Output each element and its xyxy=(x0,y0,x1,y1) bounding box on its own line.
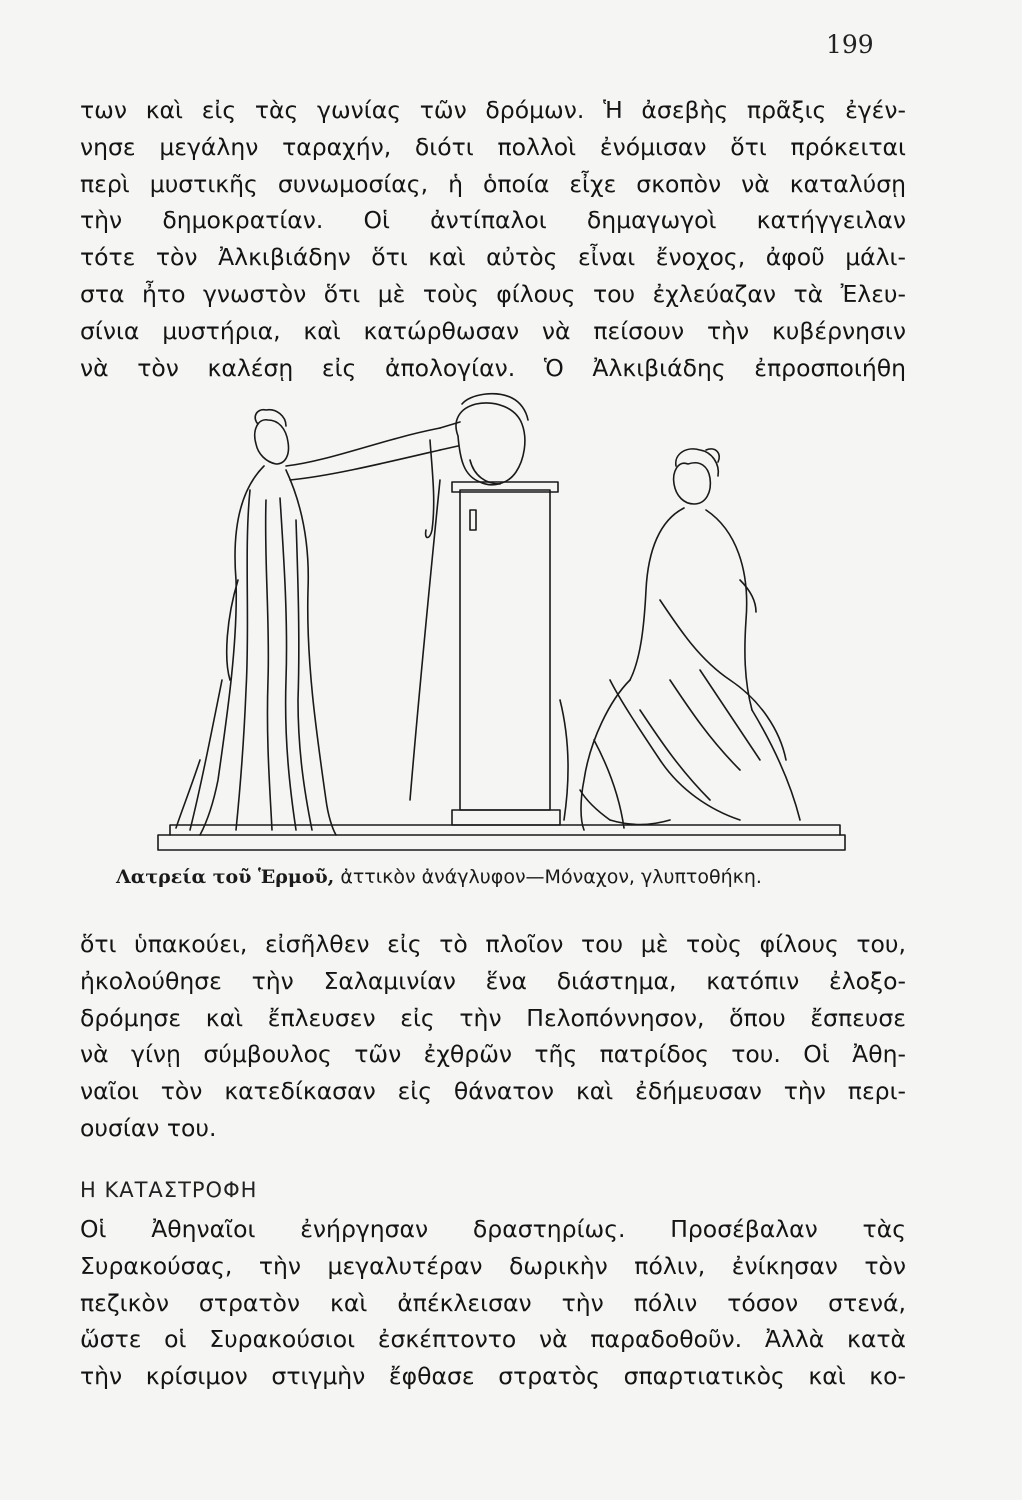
herm-pillar xyxy=(410,394,560,825)
text-line: ουσίαν του. xyxy=(80,1113,217,1142)
text-line: των καὶ εἰς τὰς γωνίας τῶν δρόμων. Ἡ ἀσεβὴς πρᾶξις ἐγέν- xyxy=(80,96,906,124)
text-line: δρόμησε καὶ ἔπλευσεν εἰς τὴν Πελοπόννησον, ὅπου ἔσπευσε xyxy=(80,1003,906,1032)
text-line: νὰ γίνῃ σύμβουλος τῶν ἐχθρῶν τῆς πατρίδος του. Οἱ Ἀθη- xyxy=(80,1040,906,1069)
text-line: πεζικὸν στρατὸν καὶ ἀπέκλεισαν τὴν πόλιν τόσον στενά, xyxy=(80,1288,906,1317)
text-line: ἠκολούθησε τὴν Σαλαμινίαν ἕνα διάστημα, κατόπιν ἐλοξο- xyxy=(80,966,906,995)
relief-base xyxy=(158,835,845,850)
text-line: ὥστε οἱ Συρακούσιοι ἐσκέπτοντο νὰ παραδοθοῦν. Ἀλλὰ κατὰ xyxy=(80,1325,906,1354)
relief-drawing xyxy=(140,380,860,860)
paragraph-1 xyxy=(80,92,906,386)
text-line: σίνια μυστήρια, καὶ κατώρθωσαν νὰ πείσουν τὴν κυβέρνησιν xyxy=(80,316,906,345)
text-line: ναῖοι τὸν κατεδίκασαν εἰς θάνατον καὶ ἐδήμευσαν τὴν περι- xyxy=(80,1077,906,1106)
text-line: τὴν κρίσιμον στιγμὴν ἔφθασε στρατὸς σπαρτιατικὸς καὶ κο- xyxy=(80,1362,906,1391)
relief-illustration xyxy=(140,380,860,860)
page-number: 199 xyxy=(826,30,874,59)
text-line: Οἱ Ἀθηναῖοι ἐνήργησαν δραστηρίως. Προσέβαλαν τὰς xyxy=(80,1215,906,1243)
figure-caption-source: ἀττικὸν ἀνάγλυφον—Μόναχον, γλυπτοθήκη. xyxy=(334,866,762,888)
section-heading: Η ΚΑΤΑΣΤΡΟΦΗ xyxy=(80,1178,258,1202)
text-line: νησε μεγάλην ταραχήν, διότι πολλοὶ ἐνόμισαν ὅτι πρόκειται xyxy=(80,132,906,161)
paragraph-2 xyxy=(80,926,906,1147)
standing-woman-figure xyxy=(176,410,460,835)
text-line: στα ἦτο γνωστὸν ὅτι μὲ τοὺς φίλους του ἐχλεύαζαν τὰ Ἐλευ- xyxy=(80,279,906,308)
text-line: νὰ τὸν καλέσῃ εἰς ἀπολογίαν. Ὁ Ἀλκιβιάδης ἐπροσποιήθη xyxy=(80,353,906,382)
paragraph-3 xyxy=(80,1211,906,1395)
seated-woman-figure xyxy=(560,449,800,830)
text-line: τότε τὸν Ἀλκιβιάδην ὅτι καὶ αὐτὸς εἶναι ἔνοχος, ἀφοῦ μάλι- xyxy=(80,243,906,272)
text-line: περὶ μυστικῆς συνωμοσίας, ἡ ὁποία εἶχε σκοπὸν νὰ καταλύσῃ xyxy=(80,169,906,198)
text-line: τὴν δημοκρατίαν. Οἱ ἀντίπαλοι δημαγωγοὶ κατήγγειλαν xyxy=(80,206,906,235)
figure-caption xyxy=(116,866,876,888)
figure-caption-title: Λατρεία τοῦ Ἑρμοῦ, xyxy=(116,866,335,888)
text-line: Συρακούσας, τὴν μεγαλυτέραν δωρικὴν πόλιν, ἐνίκησαν τὸν xyxy=(80,1251,906,1280)
text-line: ὅτι ὑπακούει, εἰσῆλθεν εἰς τὸ πλοῖον του μὲ τοὺς φίλους του, xyxy=(80,930,906,958)
